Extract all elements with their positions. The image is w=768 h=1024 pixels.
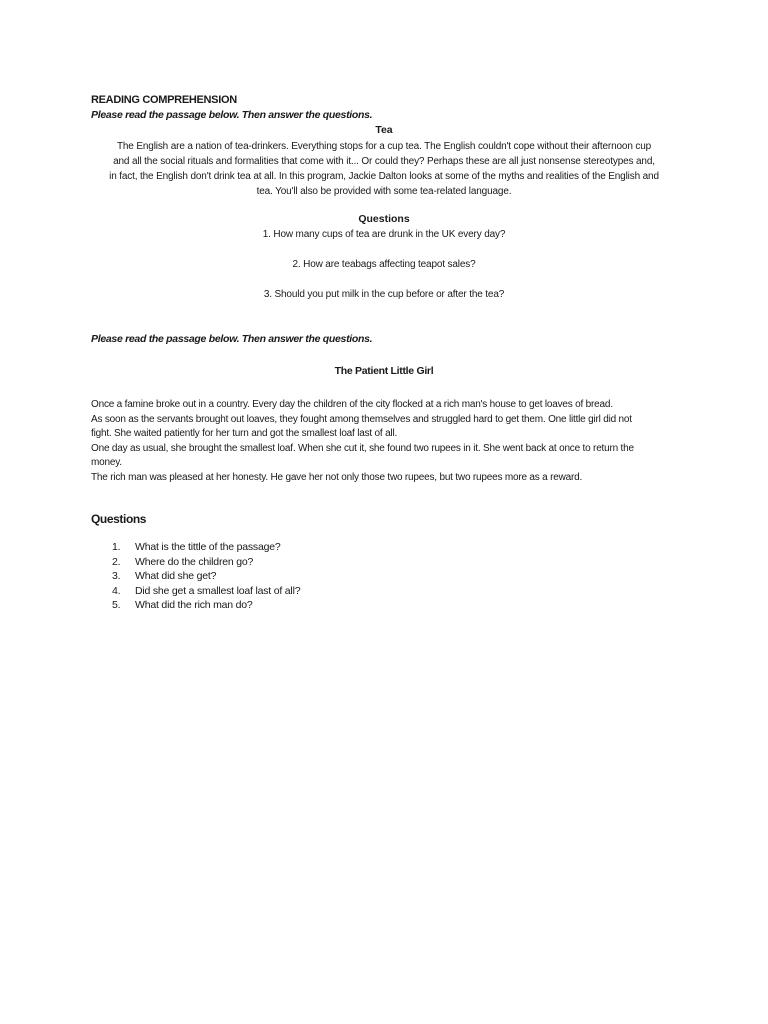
passage-line: in fact, the English don't drink tea at all. In this program, Jackie Dalton looks at some of the myths and realities of the English and xyxy=(109,171,659,182)
passage-line: and all the social rituals and formalities that come with it... Or could they? Perhaps these are all just nonsense stereotypes and, xyxy=(113,156,655,167)
story-line: The rich man was pleased at her honesty. He gave her not only those two rupees, but two rupees more as a reward. xyxy=(91,471,583,483)
passage-line: The English are a nation of tea-drinkers. Everything stops for a cup tea. The English couldn't cope without their afternoon cup xyxy=(116,141,652,152)
list-item xyxy=(112,598,300,613)
story-line: One day as usual, she brought the smallest loaf. When she cut it, she found two rupees in it. She went back at once to return the xyxy=(91,442,634,454)
story-title: The Patient Little Girl xyxy=(334,365,434,377)
document-title: READING COMPREHENSION xyxy=(91,94,237,106)
question-number: 4. xyxy=(112,584,121,597)
question-number: 3. xyxy=(112,570,121,582)
tea-question: 3. Should you put milk in the cup before or after the tea? xyxy=(263,289,505,300)
instruction-text: Please read the passage below. Then answer the questions. xyxy=(91,109,373,121)
story-line: Once a famine broke out in a country. Every day the children of the city flocked at a rich man's house to get loaves of bread. xyxy=(91,399,613,410)
passage-line: tea. You'll also be provided with some tea-related language. xyxy=(256,186,512,197)
story-line: As soon as the servants brought out loaves, they fought among themselves and struggled hard to get them. One little girl did not xyxy=(91,413,632,425)
story-questions-heading: Questions xyxy=(91,512,147,526)
question-text: Where do the children go? xyxy=(135,555,254,568)
tea-question: 2. How are teabags affecting teapot sales? xyxy=(292,259,476,270)
question-number: 5. xyxy=(112,599,121,611)
question-text: What is the tittle of the passage? xyxy=(135,541,281,553)
question-text: Did she get a smallest loaf last of all? xyxy=(135,584,301,597)
story-questions-list xyxy=(112,540,300,613)
question-text: What did she get? xyxy=(135,570,217,582)
list-item xyxy=(112,555,300,570)
list-item xyxy=(112,584,300,599)
list-item xyxy=(112,569,300,584)
list-item xyxy=(112,540,300,555)
instruction-text: Please read the passage below. Then answer the questions. xyxy=(91,333,373,345)
story-line: money. xyxy=(91,457,122,468)
question-number: 2. xyxy=(112,555,121,568)
story-passage xyxy=(91,398,691,485)
tea-passage xyxy=(60,139,708,199)
question-number: 1. xyxy=(112,541,121,553)
tea-passage-title: Tea xyxy=(375,124,393,136)
tea-question: 1. How many cups of tea are drunk in the UK every day? xyxy=(262,229,506,240)
tea-questions-heading: Questions xyxy=(358,213,410,225)
story-line: fight. She waited patiently for her turn and got the smallest loaf last of all. xyxy=(91,428,398,439)
question-text: What did the rich man do? xyxy=(135,599,253,611)
